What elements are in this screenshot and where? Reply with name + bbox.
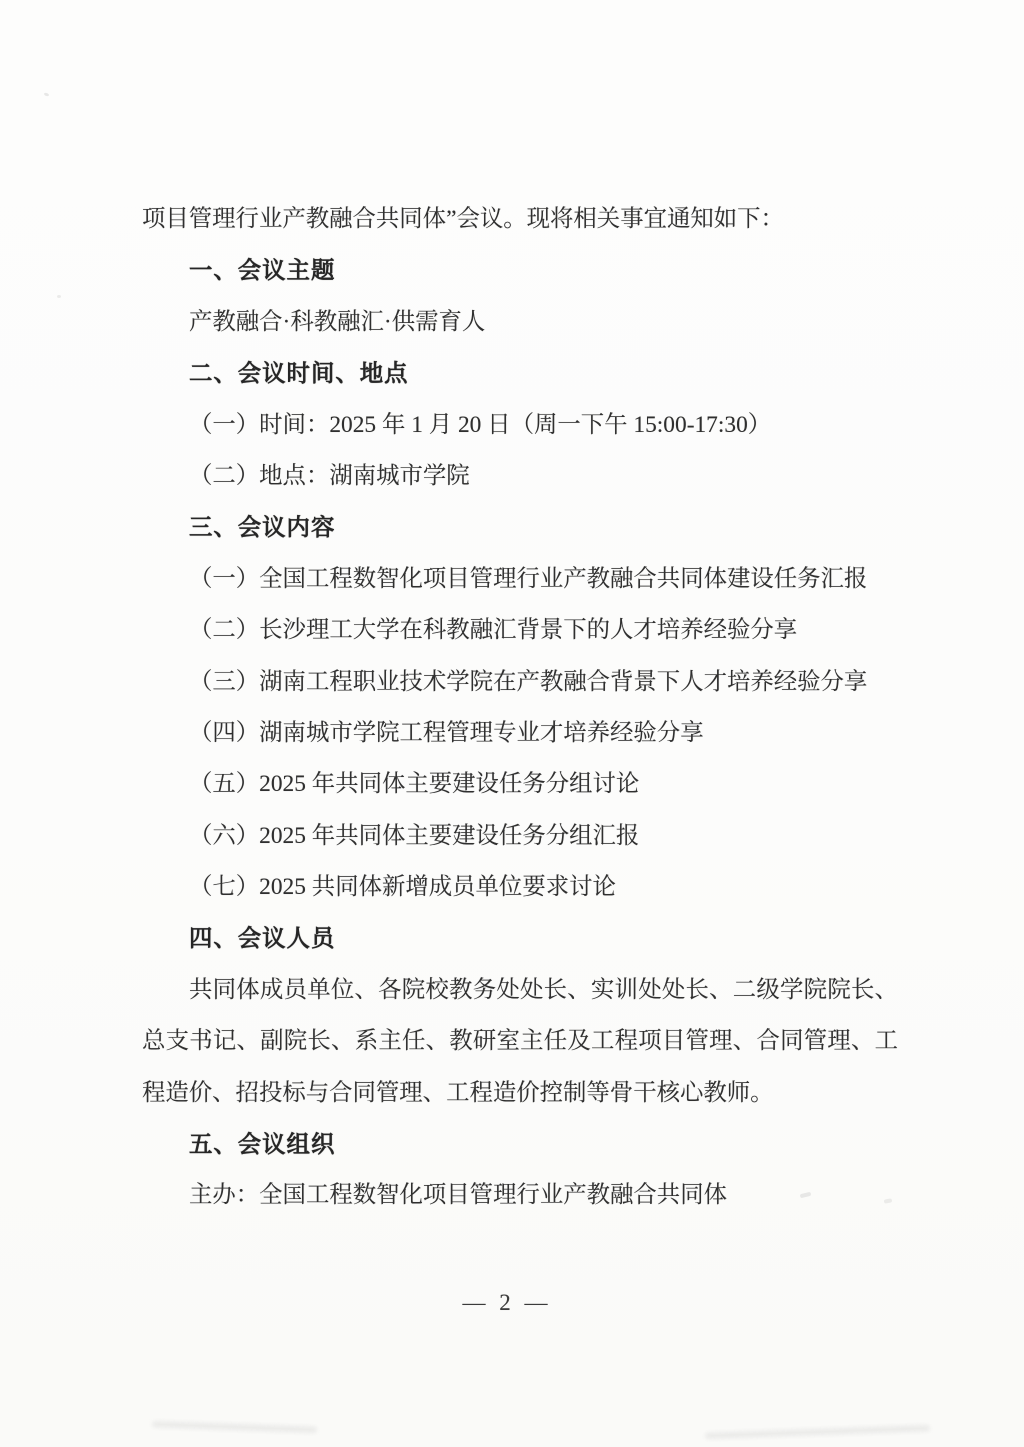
page-number: — 2 — <box>462 1290 552 1315</box>
attendees-line-3: 程造价、招投标与合同管理、工程造价控制等骨干核心教师。 <box>142 1079 774 1106</box>
intro-line: 项目管理行业产教融合共同体”会议。现将相关事宜通知如下： <box>142 206 784 232</box>
meeting-time-line: （一）时间：2025 年 1 月 20 日（周一下午 15:00-17:30） <box>189 411 772 438</box>
scan-smudge <box>705 1425 930 1439</box>
section-heading-organization: 五、会议组织 <box>189 1131 336 1158</box>
section-heading-theme: 一、会议主题 <box>189 257 336 284</box>
attendees-line-2: 总支书记、副院长、系主任、教研室主任及工程项目管理、合同管理、工 <box>142 1028 898 1055</box>
attendees-line-1: 共同体成员单位、各院校教务处处长、实训处处长、二级学院院长、 <box>189 976 898 1003</box>
section-heading-attendees: 四、会议人员 <box>189 925 336 952</box>
agenda-item-2: （二）长沙理工大学在科教融汇背景下的人才培养经验分享 <box>189 617 798 644</box>
organizer-line: 主办：全国工程数智化项目管理行业产教融合共同体 <box>189 1182 727 1209</box>
document-body <box>142 194 898 1222</box>
agenda-item-4: （四）湖南城市学院工程管理专业才培养经验分享 <box>189 719 704 746</box>
section-heading-time-place: 二、会议时间、地点 <box>189 360 409 387</box>
agenda-item-3: （三）湖南工程职业技术学院在产教融合背景下人才培养经验分享 <box>189 668 868 695</box>
meeting-theme-line: 产教融合·科教融汇·供需育人 <box>189 308 486 335</box>
scan-speck <box>57 295 61 298</box>
agenda-item-7: （七）2025 共同体新增成员单位要求讨论 <box>189 874 616 901</box>
meeting-place-line: （二）地点：湖南城市学院 <box>189 462 470 489</box>
scan-speck <box>44 92 50 97</box>
section-heading-content: 三、会议内容 <box>189 514 336 541</box>
scan-smudge <box>152 1421 317 1433</box>
agenda-item-6: （六）2025 年共同体主要建设任务分组汇报 <box>189 822 640 849</box>
agenda-item-5: （五）2025 年共同体主要建设任务分组讨论 <box>189 771 640 798</box>
agenda-item-1: （一）全国工程数智化项目管理行业产教融合共同体建设任务汇报 <box>189 565 868 592</box>
